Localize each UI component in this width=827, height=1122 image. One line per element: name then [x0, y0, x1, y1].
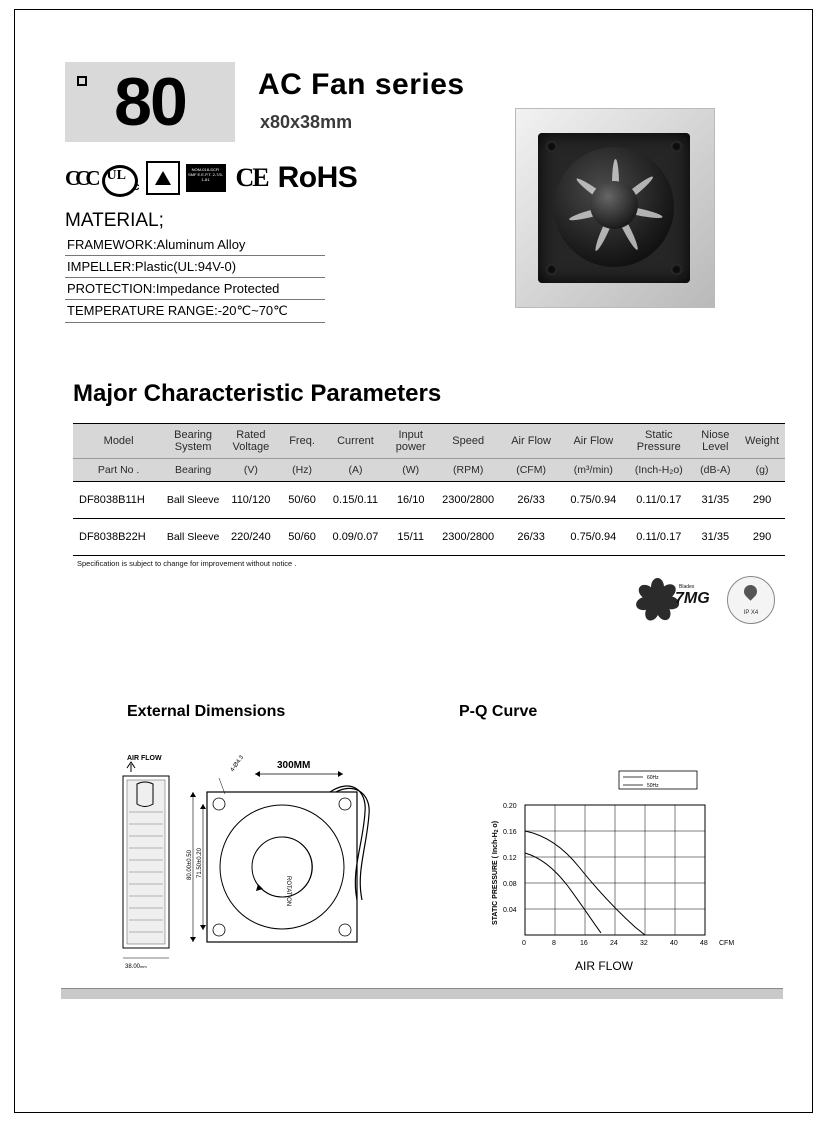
square-icon	[77, 76, 87, 86]
parameters-table	[73, 423, 785, 556]
ytick-2: 0.12	[503, 855, 517, 862]
ytick-1: 0.16	[503, 829, 517, 836]
blades-badge	[635, 578, 710, 622]
cell-pressure: 0.11/0.17	[626, 482, 691, 519]
xtick-4: 32	[640, 940, 648, 947]
cell-freq: 50/60	[280, 482, 324, 519]
cell-airflow-cfm: 26/33	[502, 482, 561, 519]
cell-pressure: 0.11/0.17	[626, 519, 691, 556]
pq-curve-chart	[467, 755, 767, 995]
subcol-airflow-m3-unit: (m³/min)	[561, 459, 627, 482]
cell-airflow-cfm: 26/33	[502, 519, 561, 556]
xtick-0: 0	[522, 940, 526, 947]
material-line: FRAMEWORK:Aluminum Alloy	[65, 234, 325, 256]
table-header-row	[73, 424, 785, 459]
xtick-1: 8	[552, 940, 556, 947]
ul-mark-icon: UL c	[102, 163, 140, 193]
subcol-voltage-unit: (V)	[222, 459, 280, 482]
col-current: Current	[324, 424, 386, 459]
ytick-3: 0.08	[503, 881, 517, 888]
material-line: IMPELLER:Plastic(UL:94V-0)	[65, 256, 325, 278]
datasheet-page	[14, 9, 813, 1113]
y-axis-label: STATIC PRESSURE ( Inch-H2 o)	[492, 820, 500, 925]
col-bearing-system: Bearing System	[164, 424, 222, 459]
col-rated-voltage: Rated Voltage	[222, 424, 280, 459]
subcol-speed-unit: (RPM)	[435, 459, 502, 482]
subcol-airflow-cfm-unit: (CFM)	[502, 459, 561, 482]
water-drop-icon	[741, 582, 759, 600]
col-noise-level: Niose Level	[692, 424, 740, 459]
ip-rating-label: IP X4	[743, 610, 759, 616]
cell-current: 0.15/0.11	[324, 482, 386, 519]
rotation-label-text: ROTATION	[285, 876, 291, 907]
blades-caption: Blades	[679, 584, 695, 590]
material-block	[65, 210, 325, 323]
page-subtitle: x80x38mm	[260, 112, 353, 132]
xtick-5: 40	[670, 940, 678, 947]
ccc-mark-icon: CCC	[65, 165, 96, 190]
cell-noise: 31/35	[692, 519, 740, 556]
col-speed: Speed	[435, 424, 502, 459]
subcol-pressure-unit: (Inch-H₂o)	[626, 459, 691, 482]
dimensions-title: External Dimensions	[127, 703, 286, 720]
height-dim-text: 80.00±0.50	[187, 850, 193, 880]
cell-weight: 290	[739, 519, 785, 556]
product-photo	[515, 108, 715, 308]
lead-length-text: 300MM	[277, 760, 311, 771]
material-line: PROTECTION:Impedance Protected	[65, 278, 325, 300]
cell-bearing: Ball Sleeve	[164, 519, 222, 556]
pq-curve-svg	[467, 755, 767, 995]
subcol-power-unit: (W)	[387, 459, 435, 482]
parameters-title: Major Characteristic Parameters	[73, 380, 442, 407]
specification-note: Specification is subject to change for improvement without notice .	[77, 559, 297, 568]
cell-speed: 2300/2800	[435, 482, 502, 519]
cell-airflow-m3: 0.75/0.94	[561, 519, 627, 556]
table-subheader-row	[73, 459, 785, 482]
rohs-mark-icon: RoHS	[277, 161, 358, 194]
col-model: Model	[73, 424, 164, 459]
subcol-freq-unit: (Hz)	[280, 459, 324, 482]
nom-mark-icon: NOM-018-SCFI SMF E.E.P.T. 2-7/5-1-81	[186, 164, 226, 192]
dimensions-drawing	[115, 750, 405, 990]
fan-image	[538, 133, 690, 283]
ip-rating-badge	[727, 576, 775, 624]
cell-airflow-m3: 0.75/0.94	[561, 482, 627, 519]
blades-flower-icon	[635, 578, 679, 622]
material-heading: MATERIAL;	[65, 210, 164, 231]
ce-mark-icon: CE	[235, 163, 268, 192]
ytick-0: 0.20	[503, 803, 517, 810]
cell-power: 15/11	[387, 519, 435, 556]
blades-count: 7MG	[675, 590, 710, 607]
col-weight: Weight	[739, 424, 785, 459]
cell-part-no: DF8038B22H	[73, 519, 164, 556]
xtick-3: 24	[610, 940, 618, 947]
ytick-4: 0.04	[503, 907, 517, 914]
xtick-6: 48	[700, 940, 708, 947]
size-badge	[65, 62, 235, 142]
table-row	[73, 519, 785, 556]
col-input-power: Input power	[387, 424, 435, 459]
cell-current: 0.09/0.07	[324, 519, 386, 556]
tuv-mark-icon	[146, 161, 180, 195]
header	[53, 50, 773, 340]
x-axis-label: AIR FLOW	[575, 959, 634, 973]
hole-note-text: 4-Ø4.3	[229, 754, 246, 774]
pq-curve-title: P-Q Curve	[459, 703, 538, 720]
subcol-bearing: Bearing	[164, 459, 222, 482]
cell-voltage: 110/120	[222, 482, 280, 519]
cell-speed: 2300/2800	[435, 519, 502, 556]
col-air-flow-m3: Air Flow	[561, 424, 627, 459]
cell-power: 16/10	[387, 482, 435, 519]
material-line: TEMPERATURE RANGE:-20℃~70℃	[65, 300, 325, 323]
cell-noise: 31/35	[692, 482, 740, 519]
page-title: AC Fan series	[258, 68, 465, 101]
watermark	[395, 1010, 398, 1024]
curve-50hz	[525, 853, 601, 933]
cell-voltage: 220/240	[222, 519, 280, 556]
col-freq: Freq.	[280, 424, 324, 459]
col-static-pressure: Static Pressure	[626, 424, 691, 459]
table-row	[73, 482, 785, 519]
inner-dim-text: 71.50±0.20	[197, 848, 203, 878]
side-thickness-text: 38.00mm	[125, 964, 147, 970]
subcol-weight-unit: (g)	[739, 459, 785, 482]
legend-60hz: 60Hz	[647, 775, 659, 781]
xunit-cfm: CFM	[719, 940, 735, 947]
air-flow-label-text: AIR FLOW	[127, 755, 162, 762]
size-badge-number: 80	[114, 64, 186, 140]
xtick-2: 16	[580, 940, 588, 947]
col-air-flow-cfm: Air Flow	[502, 424, 561, 459]
legend-50hz: 50Hz	[647, 783, 659, 789]
subcol-noise-unit: (dB-A)	[692, 459, 740, 482]
certification-marks	[65, 158, 357, 198]
cell-part-no: DF8038B11H	[73, 482, 164, 519]
subcol-part-no: Part No .	[73, 459, 164, 482]
cell-weight: 290	[739, 482, 785, 519]
footer-bar	[61, 988, 783, 999]
cell-bearing: Ball Sleeve	[164, 482, 222, 519]
cell-freq: 50/60	[280, 519, 324, 556]
dimensions-svg	[115, 750, 405, 990]
subcol-current-unit: (A)	[324, 459, 386, 482]
